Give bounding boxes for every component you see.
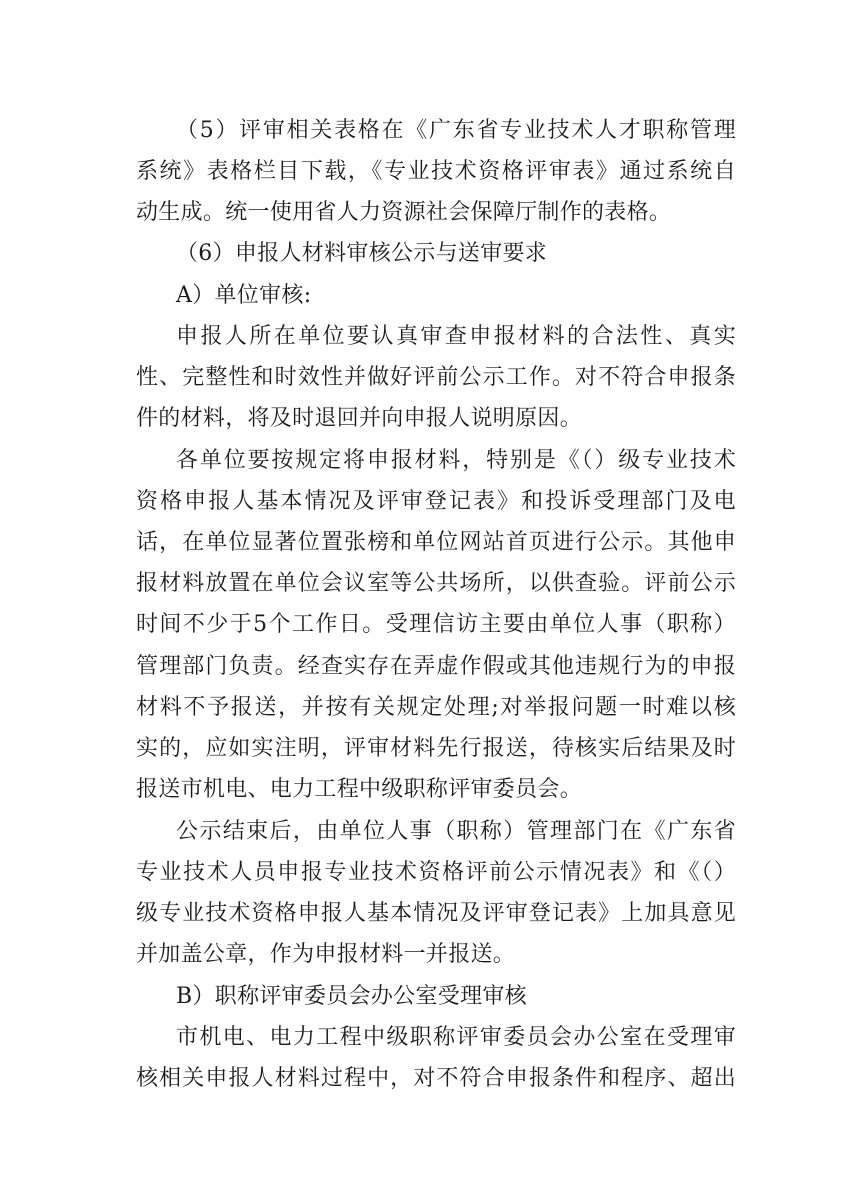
paragraph-line: 公示结束后，由单位人事（职称）管理部门在《广东省 xyxy=(176,819,736,844)
paragraph-line: 动生成。统一使用省人力资源社会保障厅制作的表格。 xyxy=(136,200,672,225)
paragraph-line: 申报人所在单位要认真审查申报材料的合法性、真实 xyxy=(176,324,736,349)
paragraph-line: 管理部门负责。经查实存在弄虚作假或其他违规行为的申报 xyxy=(136,654,736,679)
paragraph-line: 时间不少于5个工作日。受理信访主要由单位人事（职称） xyxy=(136,612,736,637)
paragraph-line: 市机电、电力工程中级职称评审委员会办公室在受理审 xyxy=(176,1025,736,1050)
paragraph-line: 资格申报人基本情况及评审登记表》和投诉受理部门及电 xyxy=(136,489,736,514)
subsection-heading: A）单位审核: xyxy=(176,283,312,308)
paragraph-line: 话，在单位显著位置张榜和单位网站首页进行公示。其他申 xyxy=(136,530,736,555)
paragraph-line: 级专业技术资格申报人基本情况及评审登记表》上加具意见 xyxy=(136,901,736,926)
paragraph-line: 报材料放置在单位会议室等公共场所，以供查验。评前公示 xyxy=(136,571,736,596)
paragraph-line: 系统》表格栏目下载，《专业技术资格评审表》通过系统自 xyxy=(136,159,736,184)
paragraph-line: 实的，应如实注明，评审材料先行报送，待核实后结果及时 xyxy=(136,736,736,761)
paragraph-line: 材料不予报送，并按有关规定处理;对举报问题一时难以核 xyxy=(136,695,736,720)
paragraph-line: （5）评审相关表格在《广东省专业技术人才职称管理 xyxy=(176,118,736,143)
paragraph-line: 各单位要按规定将申报材料，特别是《（）级专业技术 xyxy=(176,448,736,473)
paragraph-line: 核相关申报人材料过程中，对不符合申报条件和程序、超出 xyxy=(136,1066,736,1091)
paragraph-line: 报送市机电、电力工程中级职称评审委员会。 xyxy=(136,777,583,802)
section-heading: （6）申报人材料审核公示与送审要求 xyxy=(176,241,548,266)
paragraph-line: 并加盖公章，作为申报材料一并报送。 xyxy=(136,942,516,967)
paragraph-line: 件的材料，将及时退回并向申报人说明原因。 xyxy=(136,406,583,431)
subsection-heading: B）职称评审委员会办公室受理审核 xyxy=(176,984,527,1009)
paragraph-line: 性、完整性和时效性并做好评前公示工作。对不符合申报条 xyxy=(136,365,736,390)
paragraph-line: 专业技术人员申报专业技术资格评前公示情况表》和《（） xyxy=(136,860,736,885)
